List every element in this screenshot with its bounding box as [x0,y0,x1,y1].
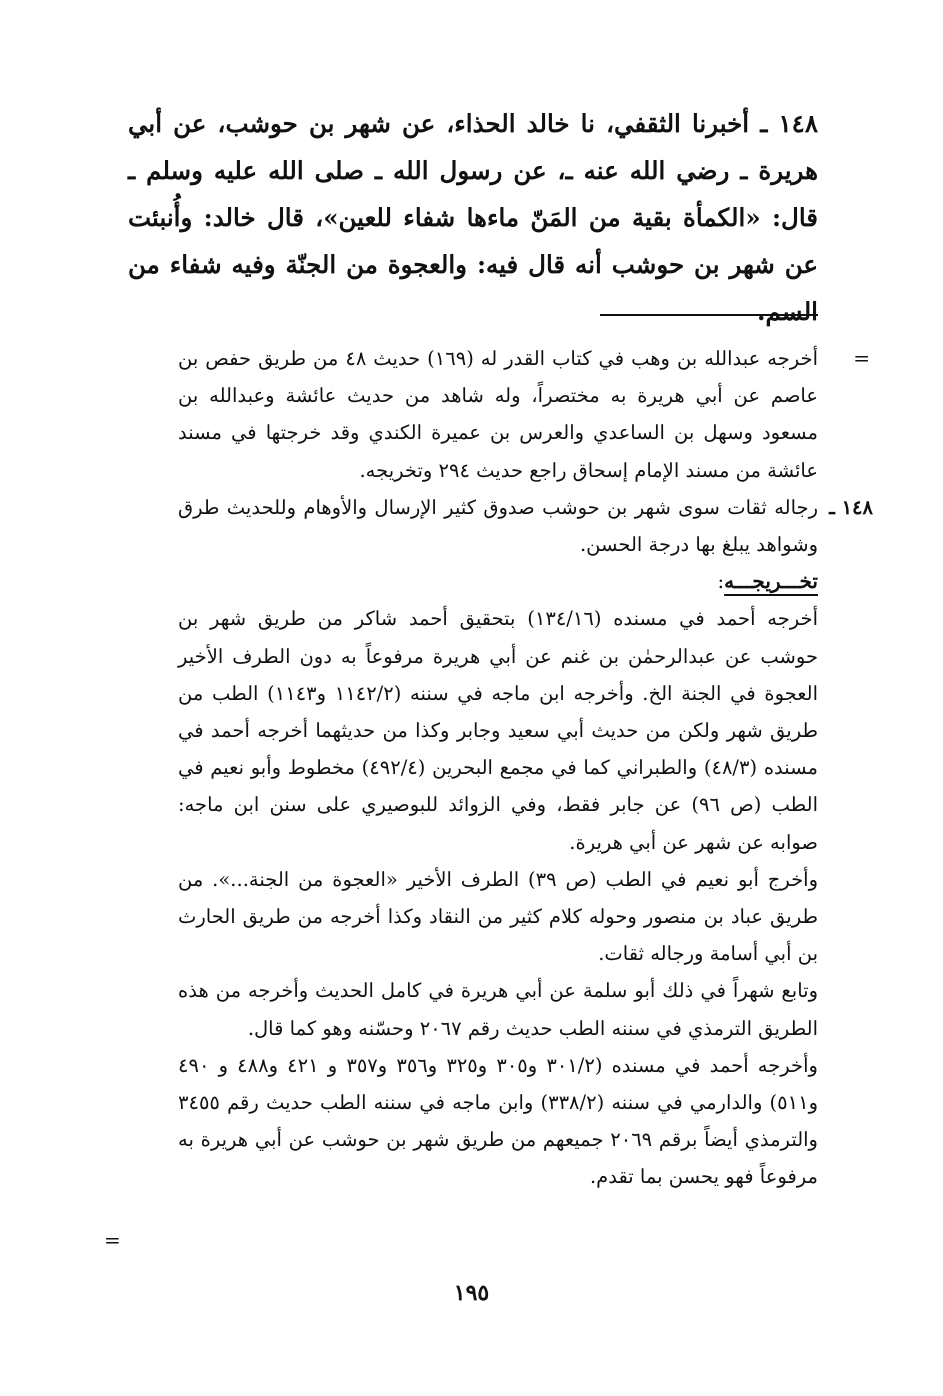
hadith-148-paragraph: ١٤٨ ـ أخبرنا الثقفي، نا خالد الحذاء، عن شهر بن حوشب، عن أبي هريرة ـ رضي الله عنه ـ، عن رسول الله ـ صلى الله عليه وسلم ـ قال: «الكمأة بقية من المَنّ ماءها شفاء للعين»، قال خالد: وأُنبئت عن شهر بن حوشب أنه قال فيه: والعجوة من الجنّة وفيه شفاء من السم. [128,109,818,326]
takhrij-heading: تخـــريجـــه [724,569,818,594]
continuation-text: أخرجه عبدالله بن وهب في كتاب القدر له (١٦٩) حديث ٤٨ من طريق حفص بن عاصم عن أبي هريرة به مختصراً، وله شاهد من حديث عائشة وعبدالله بن مسعود وسهل بن الساعدي والعرس بن عميرة الكندي وقد خرجتها في مسند عائشة من مسند الإمام إسحاق راجع حديث ٢٩٤ وتخريجه. [178,347,818,482]
footnote-148-text: رجاله ثقات سوى شهر بن حوشب صدوق كثير الإرسال والأوهام وللحديث طرق وشواهد يبلغ بها درجة الحسن. [178,495,818,557]
page-number: ١٩٥ [453,1280,490,1306]
footnote-separator-rule [600,314,818,316]
takhrij-heading-line [178,563,818,600]
takhrij-paragraph-1: أخرجه أحمد في مسنده (١٣٤/١٦) بتحقيق أحمد شاكر من طريق شهر بن حوشب عن عبدالرحمٰن بن غنم عن أبي هريرة مرفوعاً به دون الطرف الأخير العجوة في الجنة الخ. وأخرجه ابن ماجه في سننه (١١٤٢/٢ و١١٤٣) الطب من طريق شهر ولكن من حديث أبي سعيد وجابر وكذا من حديثهما أخرجه أحمد في مسنده (٤٨/٣) والطبراني كما في مجمع البحرين (٤٩٢/٤) مخطوط وأبو نعيم في الطب (ص ٩٦) عن جابر فقط، وفي الزوائد للبوصيري على سنن ابن ماجه: صوابه عن شهر عن أبي هريرة. [178,607,819,854]
takhrij-paragraph-2: وأخرج أبو نعيم في الطب (ص ٣٩) الطرف الأخير «العجوة من الجنة...». من طريق عباد بن منصور وحوله كلام كثير من النقاد وكذا أخرجه من طريق الحارث بن أبي أسامة ورجاله ثقات. [178,867,818,966]
takhrij-heading-colon: : [717,570,725,594]
continued-mark: = [104,1228,121,1252]
footnote-continuation [178,340,870,489]
continuation-mark: = [853,346,870,370]
footnote-148 [178,489,873,563]
takhrij-paragraph-3: وتابع شهراً في ذلك أبو سلمة عن أبي هريرة في كامل الحديث وأخرجه من هذه الطريق الترمذي في سننه الطب حديث رقم ٢٠٦٧ وحسّنه وهو كما قال. [178,979,818,1040]
footnote-number: ١٤٨ ـ [829,495,873,519]
main-text [128,100,818,335]
footnotes-section [178,340,873,1196]
takhrij-paragraph-4: وأخرجه أحمد في مسنده (٣٠١/٢ و٣٠٥ و٣٢٥ و٣٥٦ و٣٥٧ و ٤٢١ و٤٨٨ و ٤٩٠ و٥١١) والدارمي في سننه (٣٣٨/٢) وابن ماجه في سننه الطب حديث رقم ٣٤٥٥ والترمذي أيضاً برقم ٢٠٦٩ جميعهم من طريق شهر بن حوشب عن أبي هريرة به مرفوعاً فهو يحسن بما تقدم. [178,1053,818,1189]
